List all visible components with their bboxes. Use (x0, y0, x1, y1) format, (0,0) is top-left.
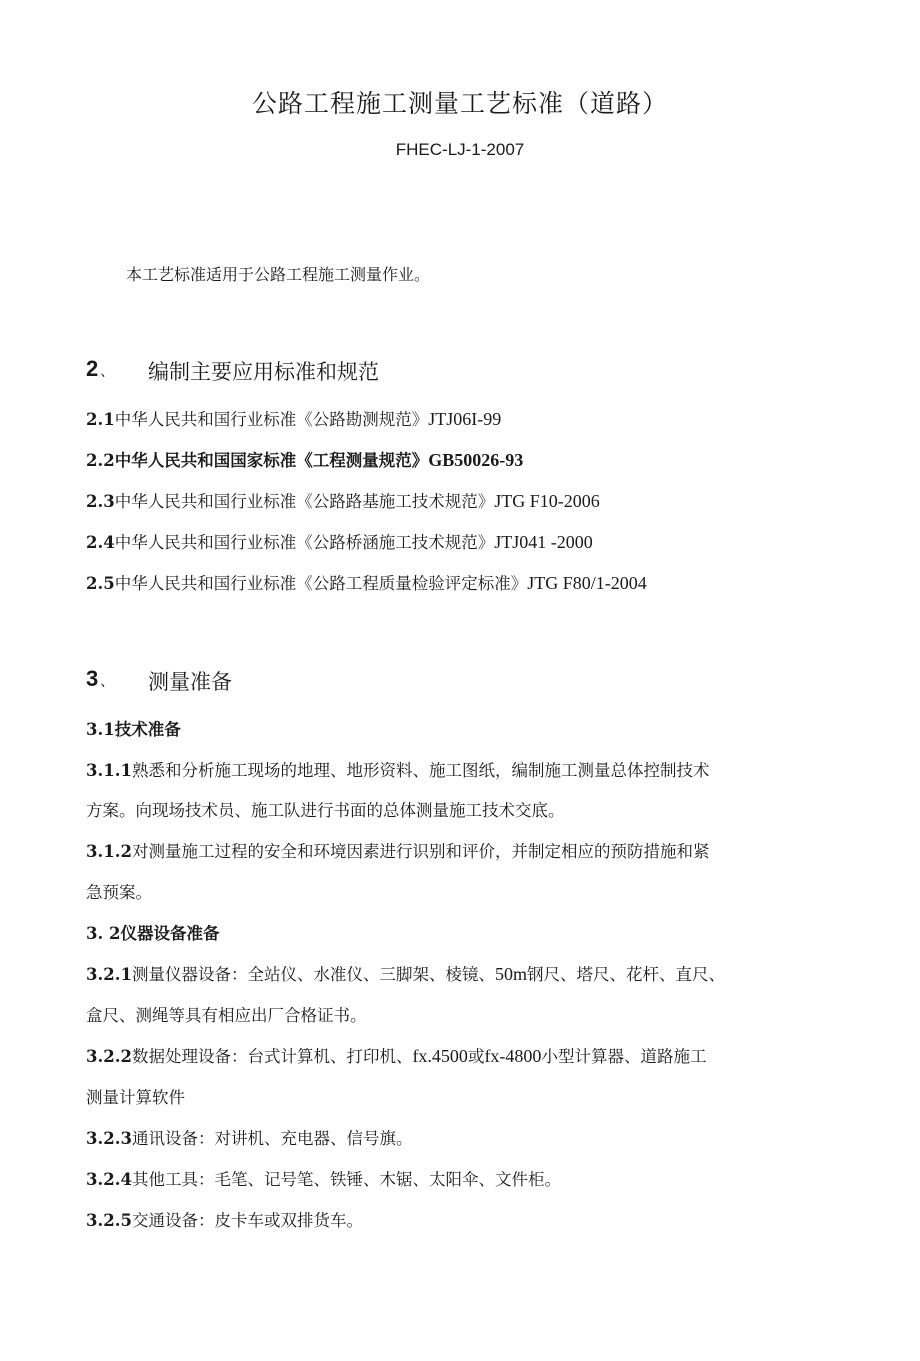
standard-item (86, 447, 523, 471)
item-number: 3.2.1 (86, 965, 132, 984)
standard-item (86, 529, 593, 553)
item-number: 3.1.2 (86, 842, 132, 861)
paragraph-line (86, 1207, 363, 1231)
item-number: 2.5 (86, 574, 115, 593)
item-number: 2.4 (86, 533, 115, 552)
item-number: 3.2.5 (86, 1211, 132, 1230)
paragraph-line: 盒尺、测绳等具有相应出厂合格证书。 (86, 1006, 367, 1025)
item-text: 测量仪器设备：全站仪、水准仪、三脚架、棱镜、 (131, 965, 495, 984)
standard-item (86, 488, 600, 512)
section-number: 2 (86, 356, 99, 381)
item-text: 中华人民共和国国家标准《工程测量规范》 (114, 451, 429, 470)
item-text: 中华人民共和国行业标准《公路勘测规范》 (114, 410, 429, 429)
item-text: 对测量施工过程的安全和环境因素进行识别和评价，并制定相应的预防措施和紧 (131, 842, 710, 861)
item-code: JTJ06I-99 (428, 409, 502, 429)
item-number: 3.2.4 (86, 1170, 132, 1189)
item-text: 通讯设备：对讲机、充电器、信号旗。 (131, 1129, 413, 1148)
paragraph-line (86, 1043, 706, 1067)
item-code: JTG F10-2006 (494, 491, 600, 511)
standard-item (86, 406, 501, 430)
item-text: 中华人民共和国行业标准《公路桥涵施工技术规范》 (114, 533, 495, 552)
document-code: FHEC-LJ-1-2007 (395, 140, 525, 159)
item-text: 数据处理设备：台式计算机、打印机、 (131, 1047, 413, 1066)
section-title: 编制主要应用标准和规范 (148, 360, 379, 384)
item-text: 中华人民共和国行业标准《公路路基施工技术规范》 (114, 492, 495, 511)
standard-item (86, 570, 647, 594)
section-title: 测量准备 (148, 670, 232, 694)
item-text: 熟悉和分析施工现场的地理、地形资料、施工图纸，编制施工测量总体控制技术 (131, 761, 710, 780)
item-number: 3.2.3 (86, 1129, 132, 1148)
section-2-heading (86, 356, 379, 384)
item-text: 其他工具：毛笔、记号笔、铁锤、木锯、太阳伞、文件柜。 (131, 1170, 561, 1189)
item-text: 中华人民共和国行业标准《公路工程质量检验评定标准》 (114, 574, 528, 593)
section-number: 3 (86, 666, 99, 691)
item-number: 2.2 (86, 451, 115, 470)
item-latin: 50m (494, 964, 527, 984)
paragraph-line (86, 1125, 412, 1149)
paragraph-line (86, 757, 709, 781)
item-text: 仪器设备准备 (120, 924, 220, 943)
paragraph-line: 方案。向现场技术员、施工队进行书面的总体测量施工技术交底。 (86, 801, 565, 820)
item-text: 交通设备：皮卡车或双排货车。 (131, 1211, 363, 1230)
item-text: 小型计算器、道路施工 (541, 1047, 707, 1066)
intro-paragraph: 本工艺标准适用于公路工程施工测量作业。 (126, 265, 431, 284)
item-code: JTJ041 -2000 (494, 532, 593, 552)
item-number: 3.1 (86, 720, 115, 739)
section-separator: 、 (100, 674, 115, 690)
item-latin: fx-4800 (484, 1046, 542, 1066)
item-number: 3.2.2 (86, 1047, 132, 1066)
item-text: 技术准备 (114, 720, 181, 739)
paragraph-line (86, 838, 709, 862)
item-number: 3. 2 (86, 924, 121, 943)
document-title: 公路工程施工测量工艺标准（道路） (251, 89, 668, 118)
paragraph-line: 测量计算软件 (86, 1088, 185, 1107)
item-number: 3.1.1 (86, 761, 132, 780)
paragraph-line (86, 961, 725, 985)
subsection-heading (86, 920, 219, 944)
section-3-heading (86, 666, 232, 694)
section-separator: 、 (100, 364, 115, 380)
item-number: 2.1 (86, 410, 115, 429)
paragraph-line (86, 1166, 561, 1190)
item-code: JTG F80/1-2004 (527, 573, 647, 593)
item-text: 钢尺、塔尺、花杆、直尺、 (526, 965, 725, 984)
item-text: 或 (467, 1047, 485, 1066)
subsection-heading (86, 716, 181, 740)
paragraph-line: 急预案。 (86, 883, 152, 902)
item-code: GB50026-93 (428, 450, 524, 470)
item-latin: fx.4500 (412, 1046, 468, 1066)
item-number: 2.3 (86, 492, 115, 511)
